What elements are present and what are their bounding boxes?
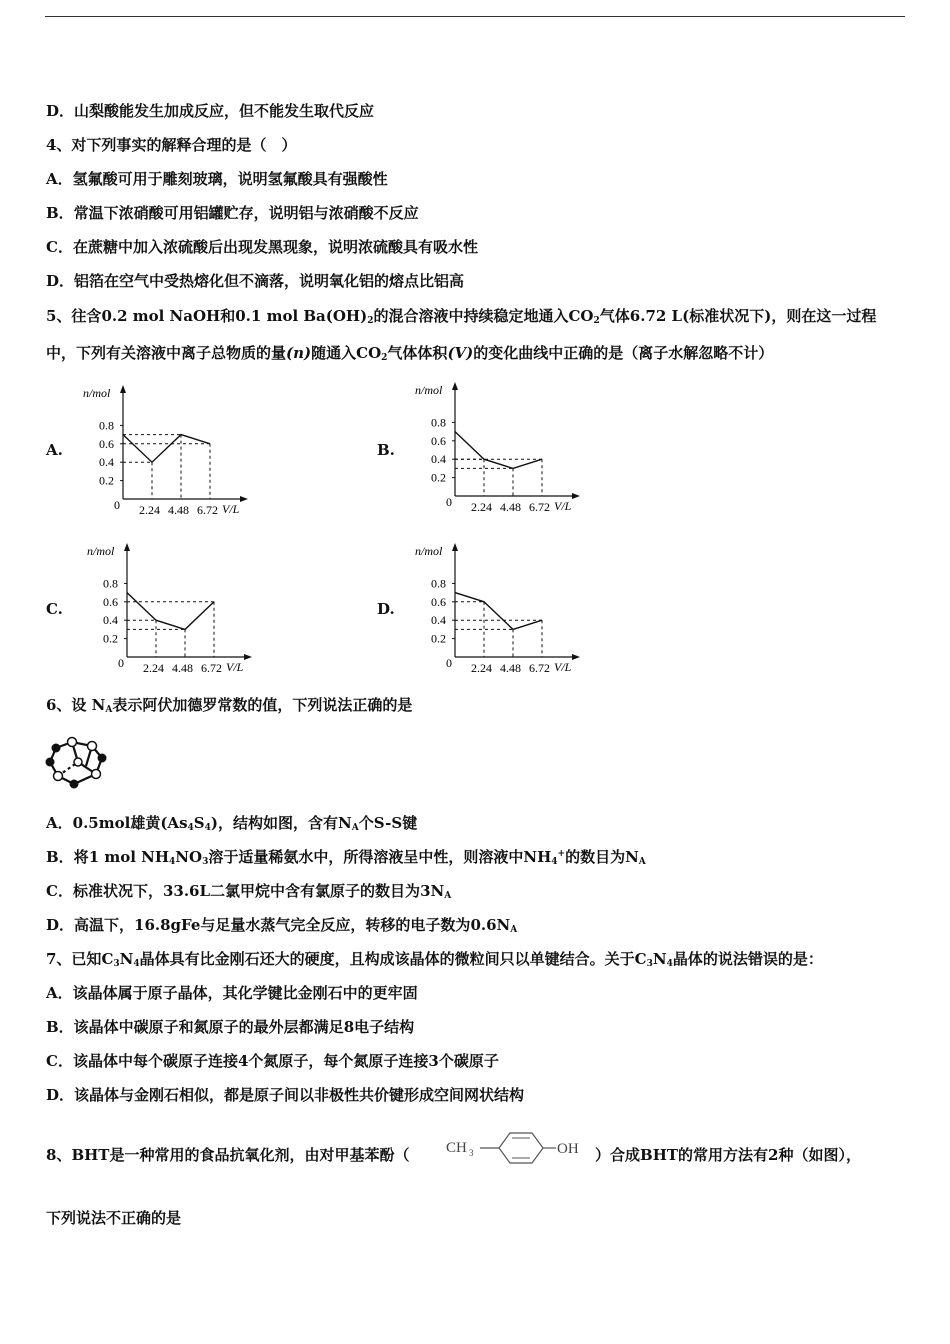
y-tick-label: 0.4 [99, 455, 114, 470]
ion-amount-curve [455, 593, 542, 630]
x-tick-label: 6.72 [197, 503, 218, 517]
q3-option-d: D．山梨酸能发生加成反应，但不能发生取代反应 [46, 102, 375, 120]
x-tick-label: 4.48 [168, 503, 189, 517]
y-axis-label: n/mol [415, 544, 443, 558]
q5-graph-d [410, 541, 610, 676]
y-tick-label: 0.4 [103, 613, 118, 628]
q6-option-a: A．0.5mol雄黄$(As_4S_4)$，结构如图，含有$N_A$个S-S键 [46, 814, 418, 833]
q5-stem-line1: 5、往含0.2 mol NaOH和0.1 mol $Ba(OH)_2$的混合溶液中持续稳定地通入$CO_2$气体6.72 L(标准状况下)，则在这一过程 [46, 307, 877, 326]
y-tick-label: 0.6 [103, 594, 118, 609]
q4-stem: 4、对下列事实的解释合理的是（ ） [46, 136, 297, 154]
header-rule [45, 16, 905, 17]
x-tick-label: 2.24 [471, 661, 492, 675]
y-tick-label: 0.2 [99, 473, 114, 488]
as4s4-structure-image [44, 736, 114, 791]
q8-stem-part1: 8、BHT是一种常用的食品抗氧化剂，由对甲基苯酚（ [46, 1146, 410, 1164]
x-axis-arrow [572, 654, 580, 660]
q6-stem: 6、设 $N_A$表示阿伏加德罗常数的值，下列说法正确的是 [46, 696, 413, 715]
q7-option-a: A．该晶体属于原子晶体，其化学键比金刚石中的更牢固 [46, 984, 418, 1002]
q7-option-b: B．该晶体中碳原子和氮原子的最外层都满足8电子结构 [46, 1018, 415, 1036]
q6-option-b: B．将1 mol $NH_4NO_3$溶于适量稀氨水中，所得溶液呈中性，则溶液中$NH_4^+$的数目为$N_A$ [46, 848, 646, 867]
x-axis-label: V/L [554, 660, 572, 674]
ion-amount-curve [123, 435, 210, 463]
y-tick-label: 0.8 [431, 576, 446, 591]
y-axis-label: n/mol [83, 386, 111, 400]
x-axis-arrow [244, 654, 252, 660]
x-tick-label: 2.24 [139, 503, 160, 517]
x-tick-label: 4.48 [500, 500, 521, 514]
q7-stem: 7、已知$C_3N_4$晶体具有比金刚石还大的硬度，且构成该晶体的微粒间只以单键结合。关于$C_3N_4$晶体的说法错误的是： [46, 950, 823, 969]
y-tick-label: 0.8 [431, 415, 446, 430]
x-axis-label: V/L [222, 502, 240, 516]
x-tick-label: 4.48 [500, 661, 521, 675]
q4-option-a: A．氢氟酸可用于雕刻玻璃，说明氢氟酸具有强酸性 [46, 170, 388, 188]
x-tick-label: 6.72 [529, 500, 550, 514]
y-tick-label: 0.2 [431, 631, 446, 646]
origin-label: 0 [114, 498, 120, 512]
q5-graph-b [410, 380, 610, 515]
x-axis-label: V/L [226, 660, 244, 674]
y-tick-label: 0.2 [431, 470, 446, 485]
q4-option-d: D．铝箔在空气中受热熔化但不滴落，说明氧化铝的熔点比铝高 [46, 272, 465, 290]
q5-graph-c [82, 541, 282, 676]
x-tick-label: 2.24 [471, 500, 492, 514]
q6-option-c: C．标准状况下，33.6L二氯甲烷中含有氯原子的数目为$3N_A$ [46, 882, 452, 901]
origin-label: 0 [446, 495, 452, 509]
q5-graph-a [78, 383, 278, 518]
y-axis-arrow [124, 543, 130, 551]
y-tick-label: 0.6 [99, 436, 114, 451]
origin-label: 0 [118, 656, 124, 670]
q7-option-c: C．该晶体中每个碳原子连接4个氮原子，每个氮原子连接3个碳原子 [46, 1052, 499, 1070]
p-cresol-structure-image [444, 1128, 594, 1168]
y-tick-label: 0.8 [99, 418, 114, 433]
y-axis-arrow [452, 543, 458, 551]
q5-option-b-label: B. [377, 441, 395, 459]
x-axis-arrow [572, 493, 580, 499]
y-tick-label: 0.6 [431, 594, 446, 609]
q5-stem-line2: 中，下列有关溶液中离子总物质的量(n)随通入$CO_2$气体体积(V)的变化曲线中正确的是（离子水解忽略不计） [46, 344, 774, 363]
q7-option-d: D．该晶体与金刚石相似，都是原子间以非极性共价键形成空间网状结构 [46, 1086, 525, 1104]
svg-text:CH: CH [446, 1140, 467, 1156]
q8-stem-part2: ）合成BHT的常用方法有2种（如图）， [595, 1146, 861, 1164]
q5-option-c-label: C. [46, 600, 63, 618]
y-tick-label: 0.8 [103, 576, 118, 591]
y-tick-label: 0.6 [431, 433, 446, 448]
y-tick-label: 0.2 [103, 631, 118, 646]
svg-text:OH: OH [557, 1141, 579, 1157]
x-tick-label: 4.48 [172, 661, 193, 675]
y-axis-arrow [120, 385, 126, 393]
x-tick-label: 6.72 [201, 661, 222, 675]
q6-option-d: D．高温下，16.8gFe与足量水蒸气完全反应，转移的电子数为$0.6N_A$ [46, 916, 518, 935]
q4-option-b: B．常温下浓硝酸可用铝罐贮存，说明铝与浓硝酸不反应 [46, 204, 419, 222]
x-axis-arrow [240, 496, 248, 502]
x-tick-label: 6.72 [529, 661, 550, 675]
q8-stem-line2: 下列说法不正确的是 [46, 1209, 182, 1227]
x-axis-label: V/L [554, 499, 572, 513]
svg-text:3: 3 [469, 1148, 474, 1158]
ion-amount-curve [127, 593, 214, 630]
q5-option-d-label: D. [377, 600, 395, 618]
y-tick-label: 0.4 [431, 613, 446, 628]
y-axis-label: n/mol [415, 383, 443, 397]
y-tick-label: 0.4 [431, 452, 446, 467]
y-axis-label: n/mol [87, 544, 115, 558]
y-axis-arrow [452, 382, 458, 390]
x-tick-label: 2.24 [143, 661, 164, 675]
q5-option-a-label: A. [46, 441, 63, 459]
q4-option-c: C．在蔗糖中加入浓硫酸后出现发黑现象，说明浓硫酸具有吸水性 [46, 238, 478, 256]
origin-label: 0 [446, 656, 452, 670]
ion-amount-curve [455, 432, 542, 469]
